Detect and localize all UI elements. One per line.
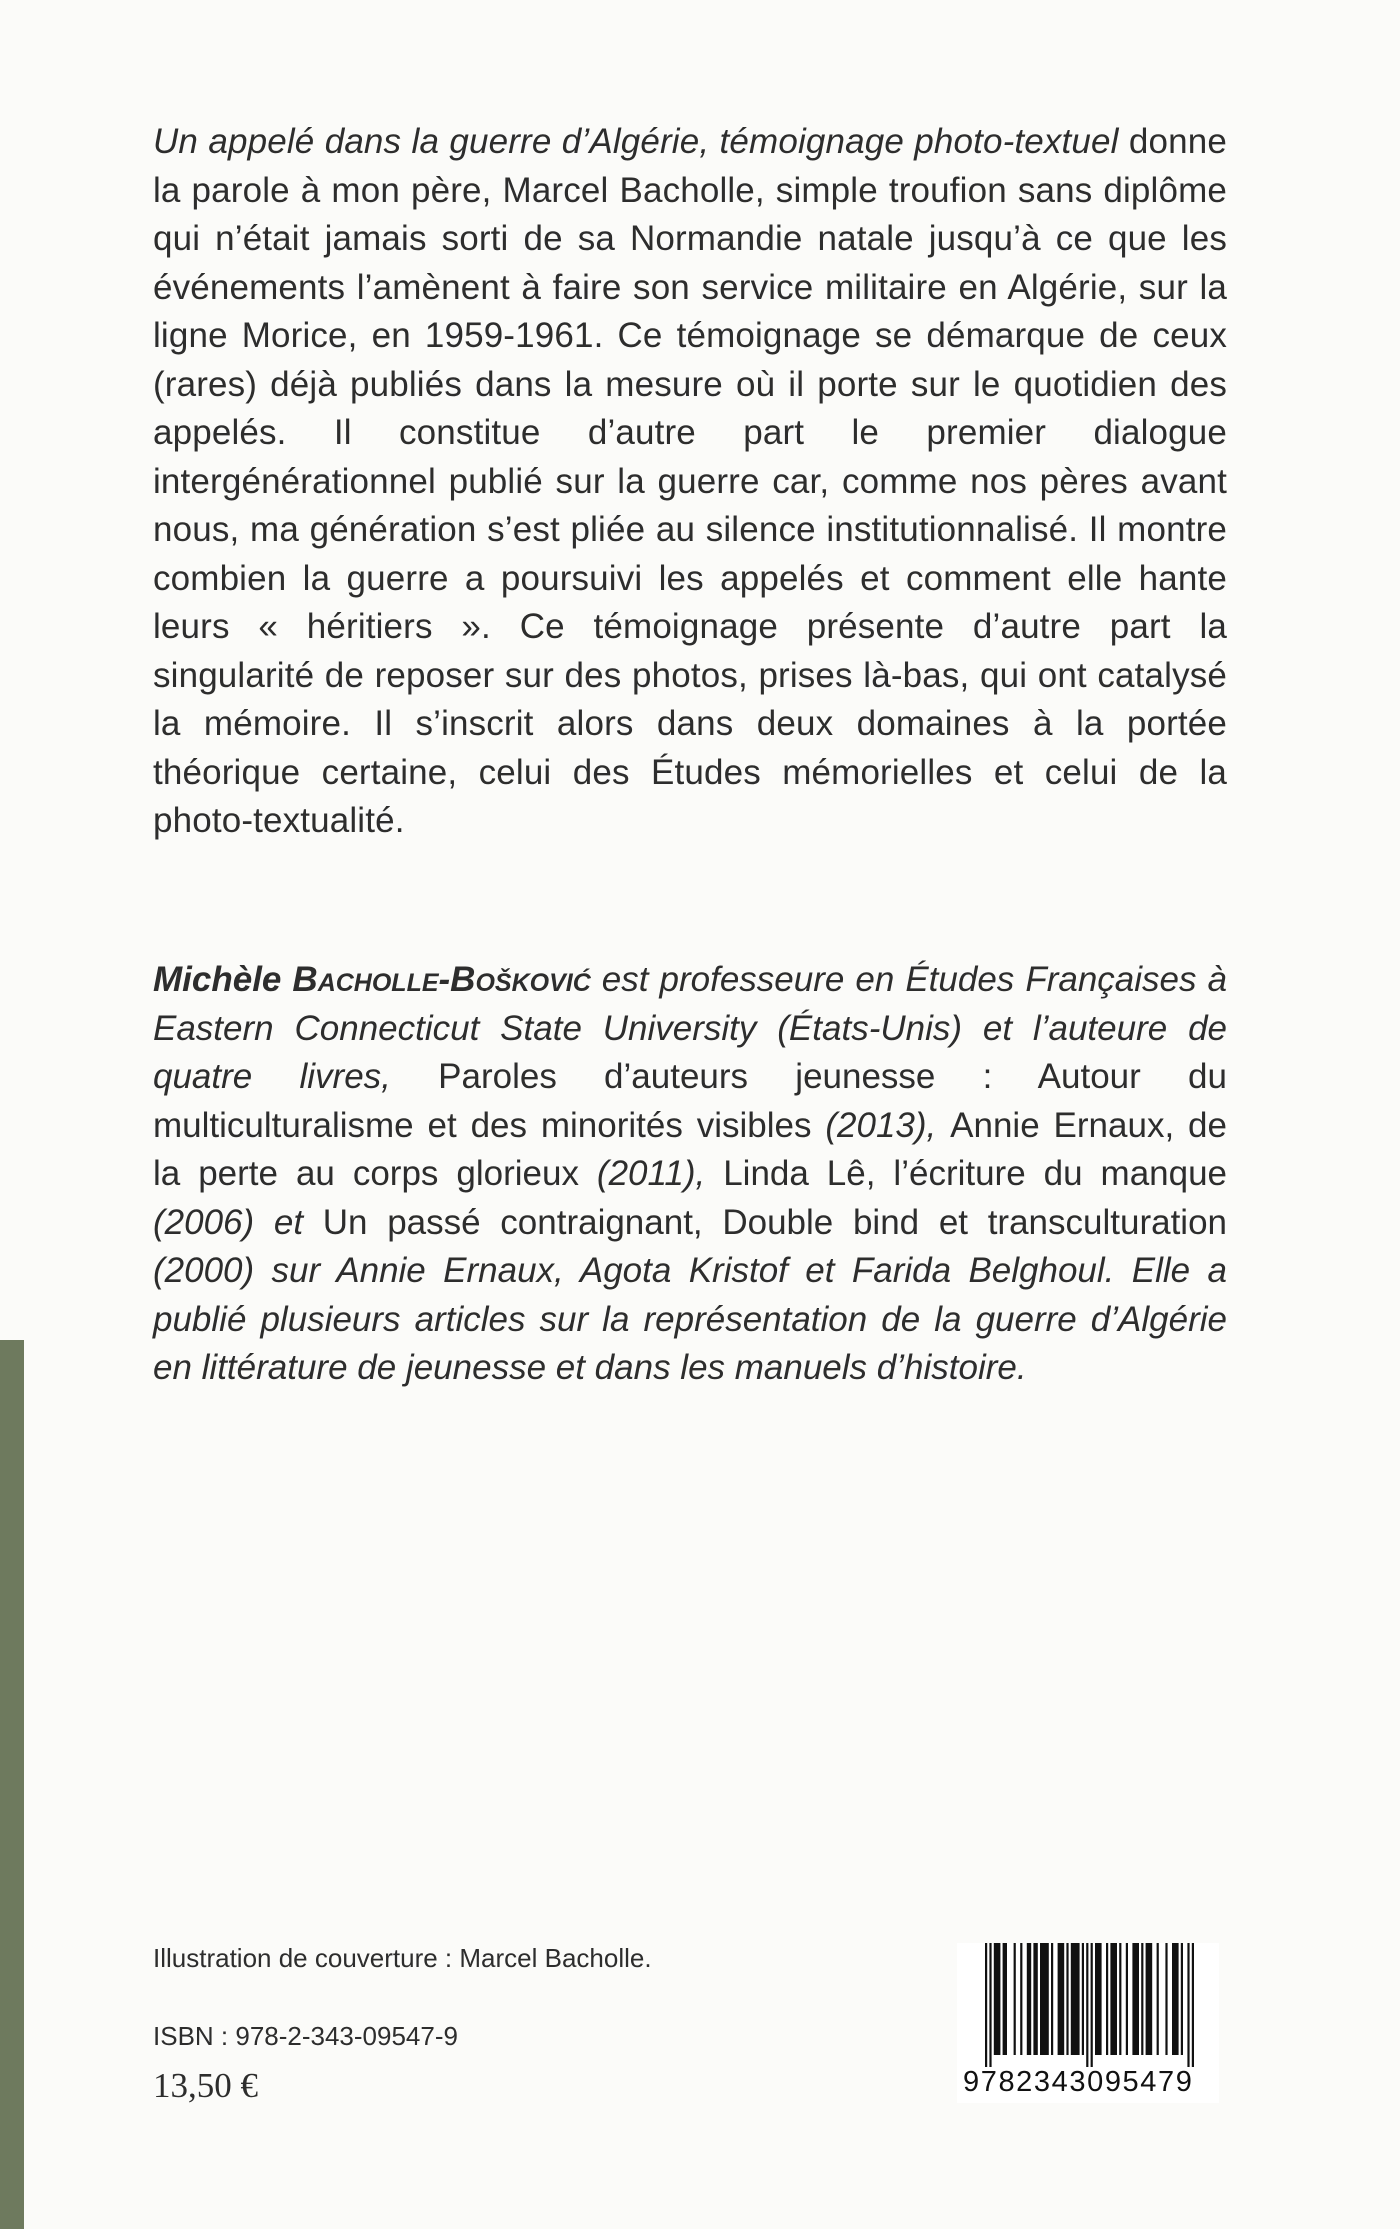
author-name <box>153 960 591 999</box>
barcode-bar-18 <box>1110 1943 1117 2055</box>
barcode-bar-17 <box>1106 1943 1108 2055</box>
bio-segment: est professeure en Études Françaises à Eastern Connecticut State University (États-Unis) et l’auteure de quatre livres, <box>153 960 1227 1096</box>
bio-book-title: Annie Ernaux, de la perte au corps glorieux <box>153 1105 1227 1193</box>
side-color-band <box>0 1340 24 2229</box>
barcode-bar-12 <box>1071 1943 1080 2055</box>
bio-segment: (2011), <box>578 1154 724 1193</box>
barcode-bar-13 <box>1082 1943 1084 2055</box>
barcode-bar-0 <box>985 1943 987 2067</box>
bio-book-title: Paroles d’auteurs jeunesse : Autour du multiculturalisme et des minorités visibles <box>153 1057 1227 1145</box>
barcode-bar-16 <box>1095 1943 1102 2055</box>
author-first-name: Michèle <box>153 960 293 999</box>
barcode-bar-10 <box>1058 1943 1065 2055</box>
illustration-credit: Illustration de couverture : Marcel Bacholle. <box>153 1943 652 1973</box>
bio-segment: (2000) sur Annie Ernaux, Agota Kristof et Farida Belghoul. Elle a publié plusieurs articles sur la représentation de la guerre d’Algérie en littérature de jeunesse et dans les manuels d’histoire. <box>153 1251 1227 1387</box>
barcode-bar-26 <box>1172 1943 1179 2055</box>
barcode-bar-5 <box>1020 1943 1022 2055</box>
barcode-bar-19 <box>1119 1943 1121 2055</box>
bio-segment: (2006) et <box>153 1202 323 1242</box>
barcode-bar-11 <box>1066 1943 1068 2055</box>
book-title: Un appelé dans la guerre d’Algérie, témoignage photo-textuel <box>153 122 1119 161</box>
barcode-bar-29 <box>1192 1943 1194 2067</box>
barcode-bar-15 <box>1091 1943 1093 2067</box>
barcode-bar-22 <box>1141 1943 1143 2055</box>
bio-segment: (2013), <box>811 1105 951 1145</box>
barcode-bar-4 <box>1014 1943 1016 2055</box>
barcode-bar-25 <box>1165 1943 1167 2055</box>
barcode-bar-23 <box>1146 1943 1153 2055</box>
barcode-bar-9 <box>1051 1943 1053 2055</box>
barcode-bar-21 <box>1132 1943 1139 2055</box>
barcode-bar-24 <box>1157 1943 1159 2055</box>
barcode-bar-1 <box>989 1943 991 2067</box>
barcode-bars <box>963 1943 1213 2069</box>
bio-book-title: Un passé contraignant, Double bind et transculturation <box>322 1202 1227 1242</box>
barcode-bar-28 <box>1187 1943 1189 2067</box>
barcode-bar-6 <box>1027 1943 1031 2055</box>
barcode-bar-8 <box>1040 1943 1049 2055</box>
blurb-text: donne la parole à mon père, Marcel Bacholle, simple troufion sans diplôme qui n’était jamais sorti de sa Normandie natale jusqu’à ce que les événements l’amènent à faire son service militaire en Algérie, sur la ligne Morice, en 1959-1961. Ce témoignage se démarque de ceux (rares) déjà publiés dans la mesure où il porte sur le quotidien des appelés. Il constitue d’autre part le premier dialogue intergénérationnel publié sur la guerre car, comme nos pères avant nous, ma génération s’est pliée au silence institutionnalisé. Il montre combien la guerre a poursuivi les appelés et comment elle hante leurs « héritiers ». Ce témoignage présente d’autre part la singularité de reposer sur des photos, prises là-bas, qui ont catalysé la mémoire. Il s’inscrit alors dans deux domaines à la portée théorique certaine, celui des Études mémorielles et celui de la photo-textualité. <box>153 122 1227 840</box>
barcode-bar-2 <box>994 1943 1001 2055</box>
barcode-bar-14 <box>1086 1943 1088 2067</box>
author-last-name: Bacholle-Bošković <box>292 960 591 999</box>
barcode <box>957 1943 1219 2103</box>
isbn-label: ISBN : 978-2-343-09547-9 <box>153 2021 458 2051</box>
barcode-bar-7 <box>1033 1943 1037 2055</box>
barcode-bar-27 <box>1181 1943 1183 2055</box>
author-biography <box>153 956 1227 1393</box>
bio-book-title: Linda Lê, l’écriture du manque <box>723 1154 1228 1193</box>
price-label: 13,50 € <box>153 2066 258 2105</box>
back-cover-blurb <box>153 118 1227 846</box>
barcode-digits: 9782343095479 <box>963 2066 1194 2098</box>
barcode-bar-3 <box>1003 1943 1007 2055</box>
barcode-bar-20 <box>1126 1943 1128 2055</box>
